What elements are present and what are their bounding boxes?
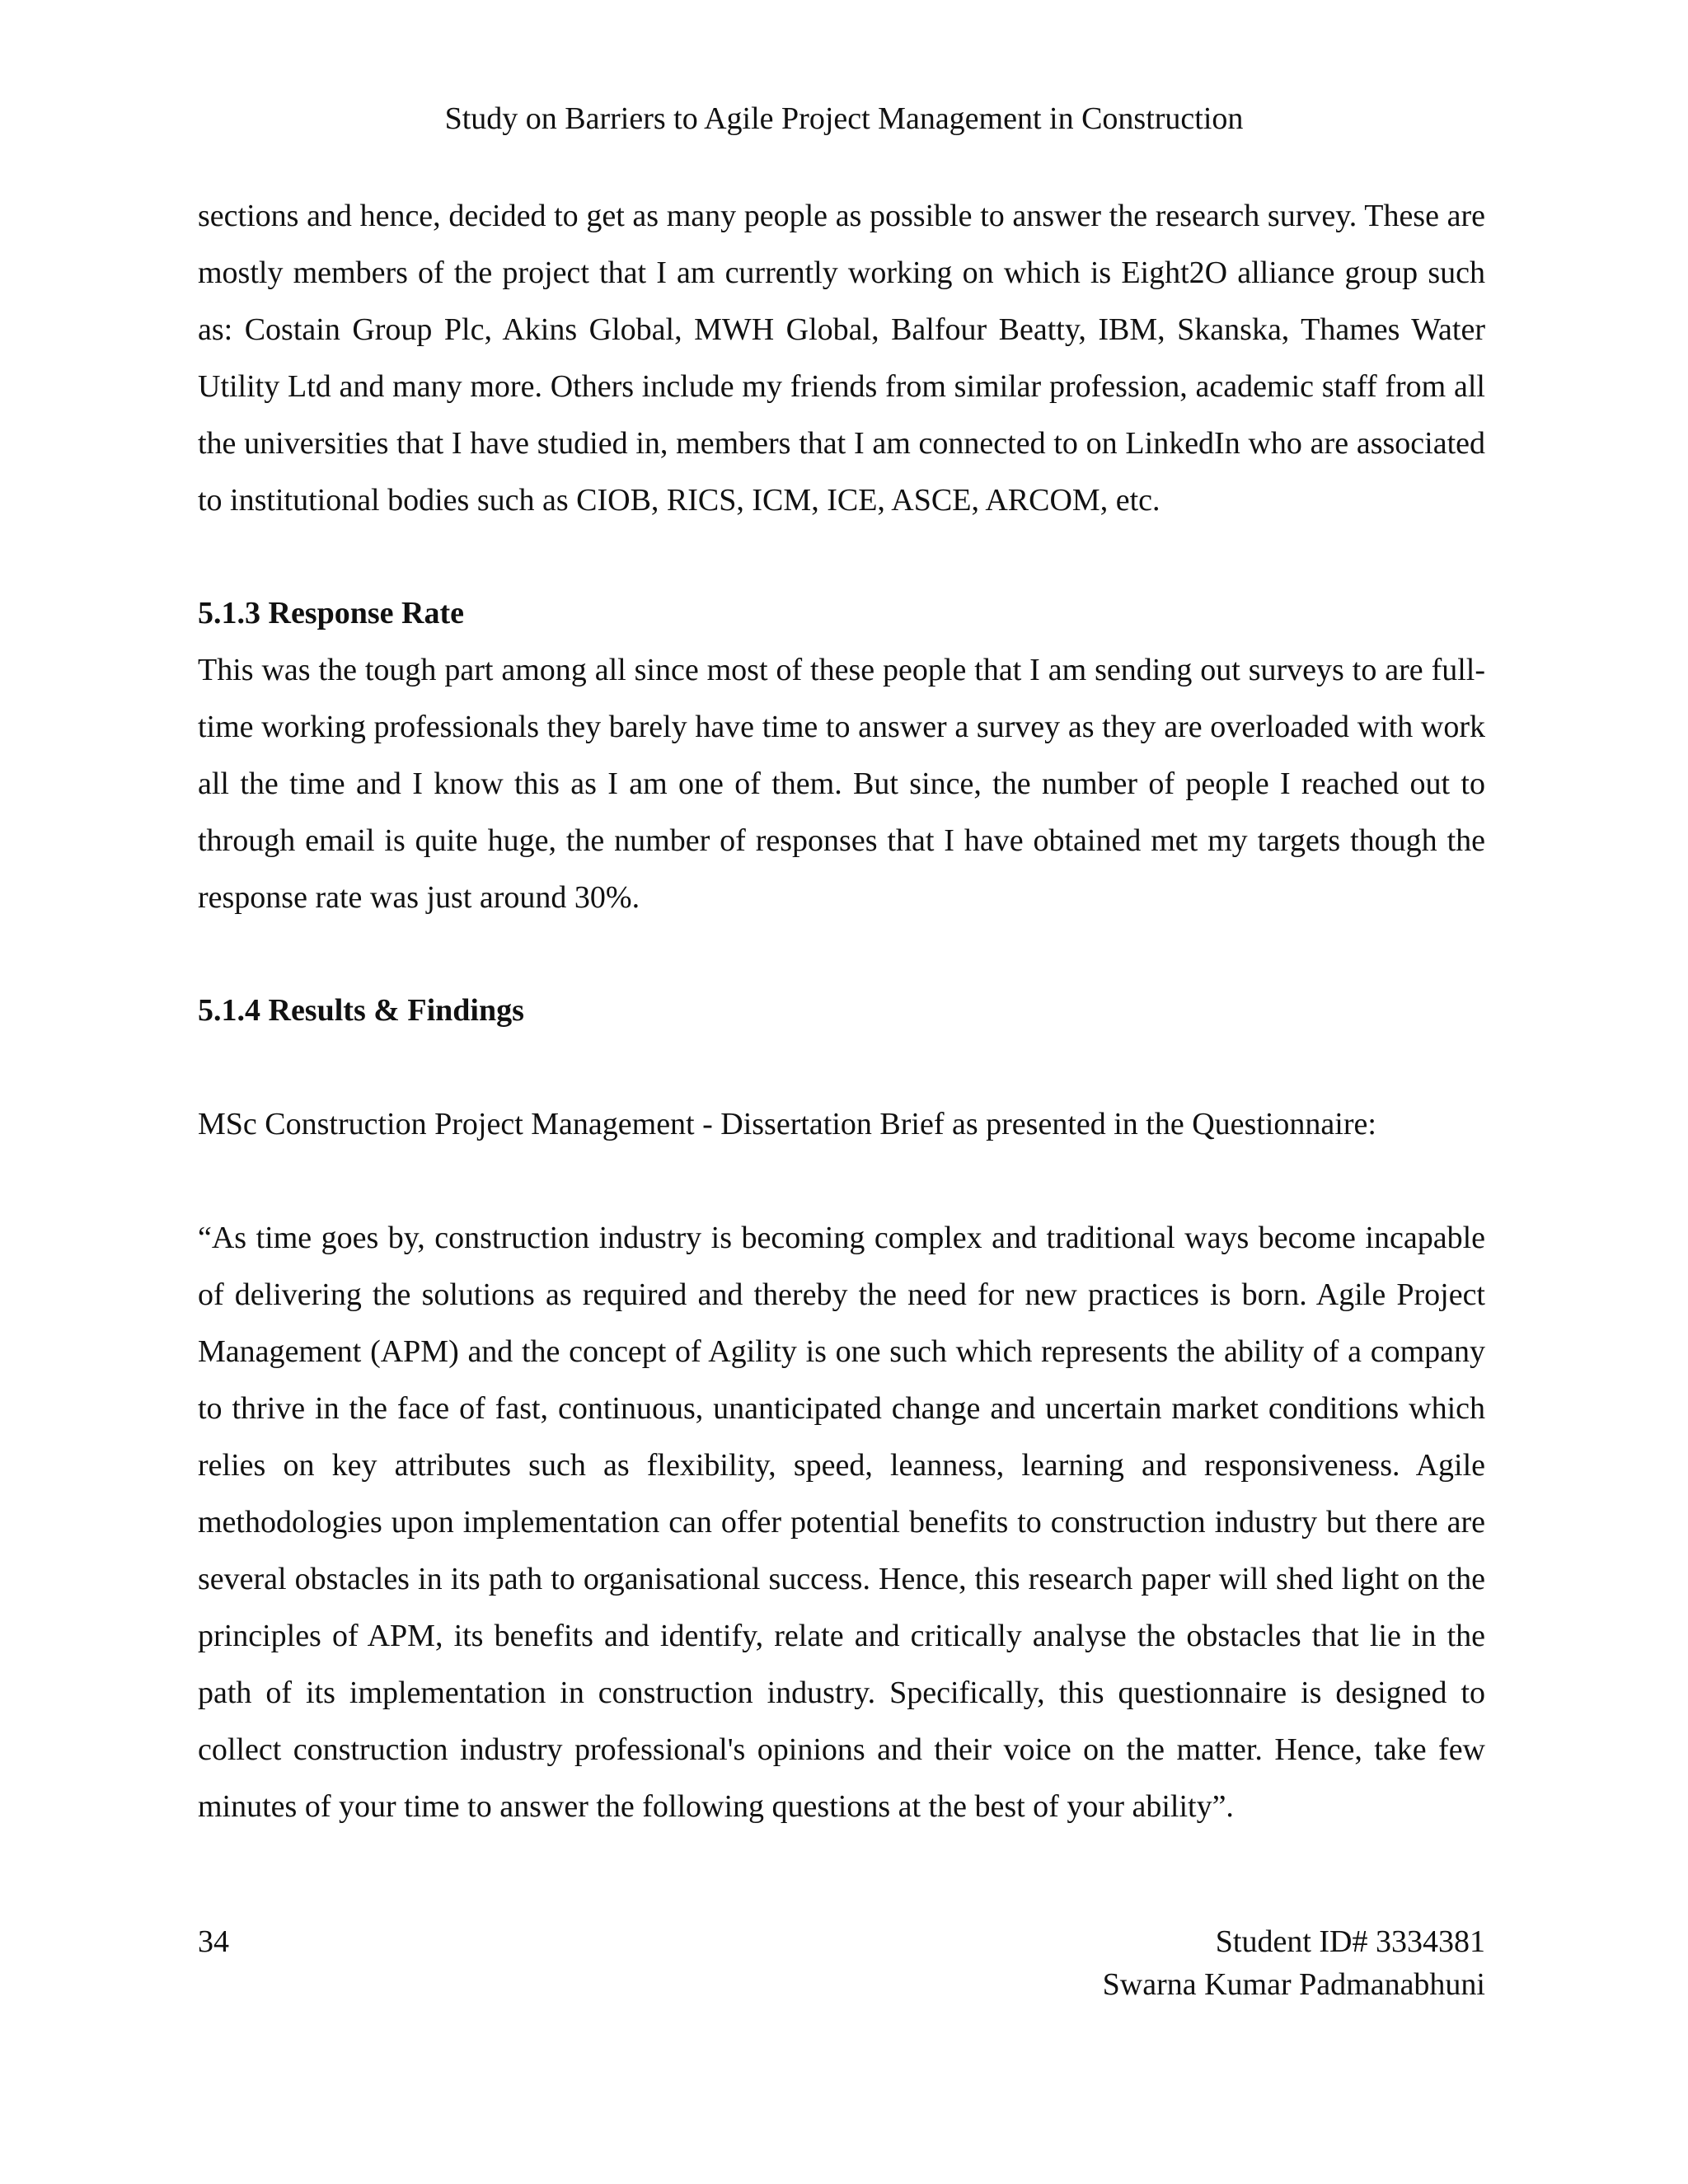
questionnaire-quote-block xyxy=(198,1210,1485,1835)
dissertation-brief-label-block xyxy=(198,1096,1485,1153)
running-header-title: Study on Barriers to Agile Project Management in Construction xyxy=(444,101,1244,136)
student-id: Student ID# 3334381 xyxy=(1215,1924,1485,1959)
response-rate-block xyxy=(198,642,1485,926)
response-rate-paragraph: This was the tough part among all since most of these people that I am sending out surveys to are full-time working professionals they barely have time to answer a survey as they are overloaded with work all the time and I know this as I am one of them. But since, the number of people I reached out to through email is quite huge, the number of responses that I have obtained met my targets though the response rate was just around 30%. xyxy=(198,653,1485,915)
questionnaire-quote: “As time goes by, construction industry is becoming complex and traditional ways become incapable of delivering the solutions as required and thereby the need for new practices is born. Agile Project Management (APM) and the concept of Agility is one such which represents the ability of a company to thrive in the face of fast, continuous, unanticipated change and uncertain market conditions which relies on key attributes such as flexibility, speed, leanness, learning and responsiveness. Agile methodologies upon implementation can offer potential benefits to construction industry but there are several obstacles in its path to organisational success. Hence, this research paper will shed light on the principles of APM, its benefits and identify, relate and critically analyse the obstacles that lie in the path of its implementation in construction industry. Specifically, this questionnaire is designed to collect construction industry professional's opinions and their voice on the matter. Hence, take few minutes of your time to answer the following questions at the best of your ability”. xyxy=(198,1221,1485,1824)
response-rate-heading: 5.1.3 Response Rate xyxy=(198,596,464,630)
author-name: Swarna Kumar Padmanabhuni xyxy=(1102,1967,1485,2002)
footer-author-block xyxy=(1103,1920,1485,2006)
results-findings-heading: 5.1.4 Results & Findings xyxy=(198,993,524,1028)
dissertation-brief-label: MSc Construction Project Management - Dissertation Brief as presented in the Questionnaire: xyxy=(198,1107,1376,1141)
page-number: 34 xyxy=(198,1924,229,1959)
intro-paragraph-block xyxy=(198,188,1485,529)
intro-paragraph: sections and hence, decided to get as many people as possible to answer the research survey. These are mostly members of the project that I am currently working on which is Eight2O alliance group such as: Costain Group Plc, Akins Global, MWH Global, Balfour Beatty, IBM, Skanska, Thames Water Utility Ltd and many more. Others include my friends from similar profession, academic staff from all the universities that I have studied in, members that I am connected to on LinkedIn who are associated to institutional bodies such as CIOB, RICS, ICM, ICE, ASCE, ARCOM, etc. xyxy=(198,199,1485,518)
